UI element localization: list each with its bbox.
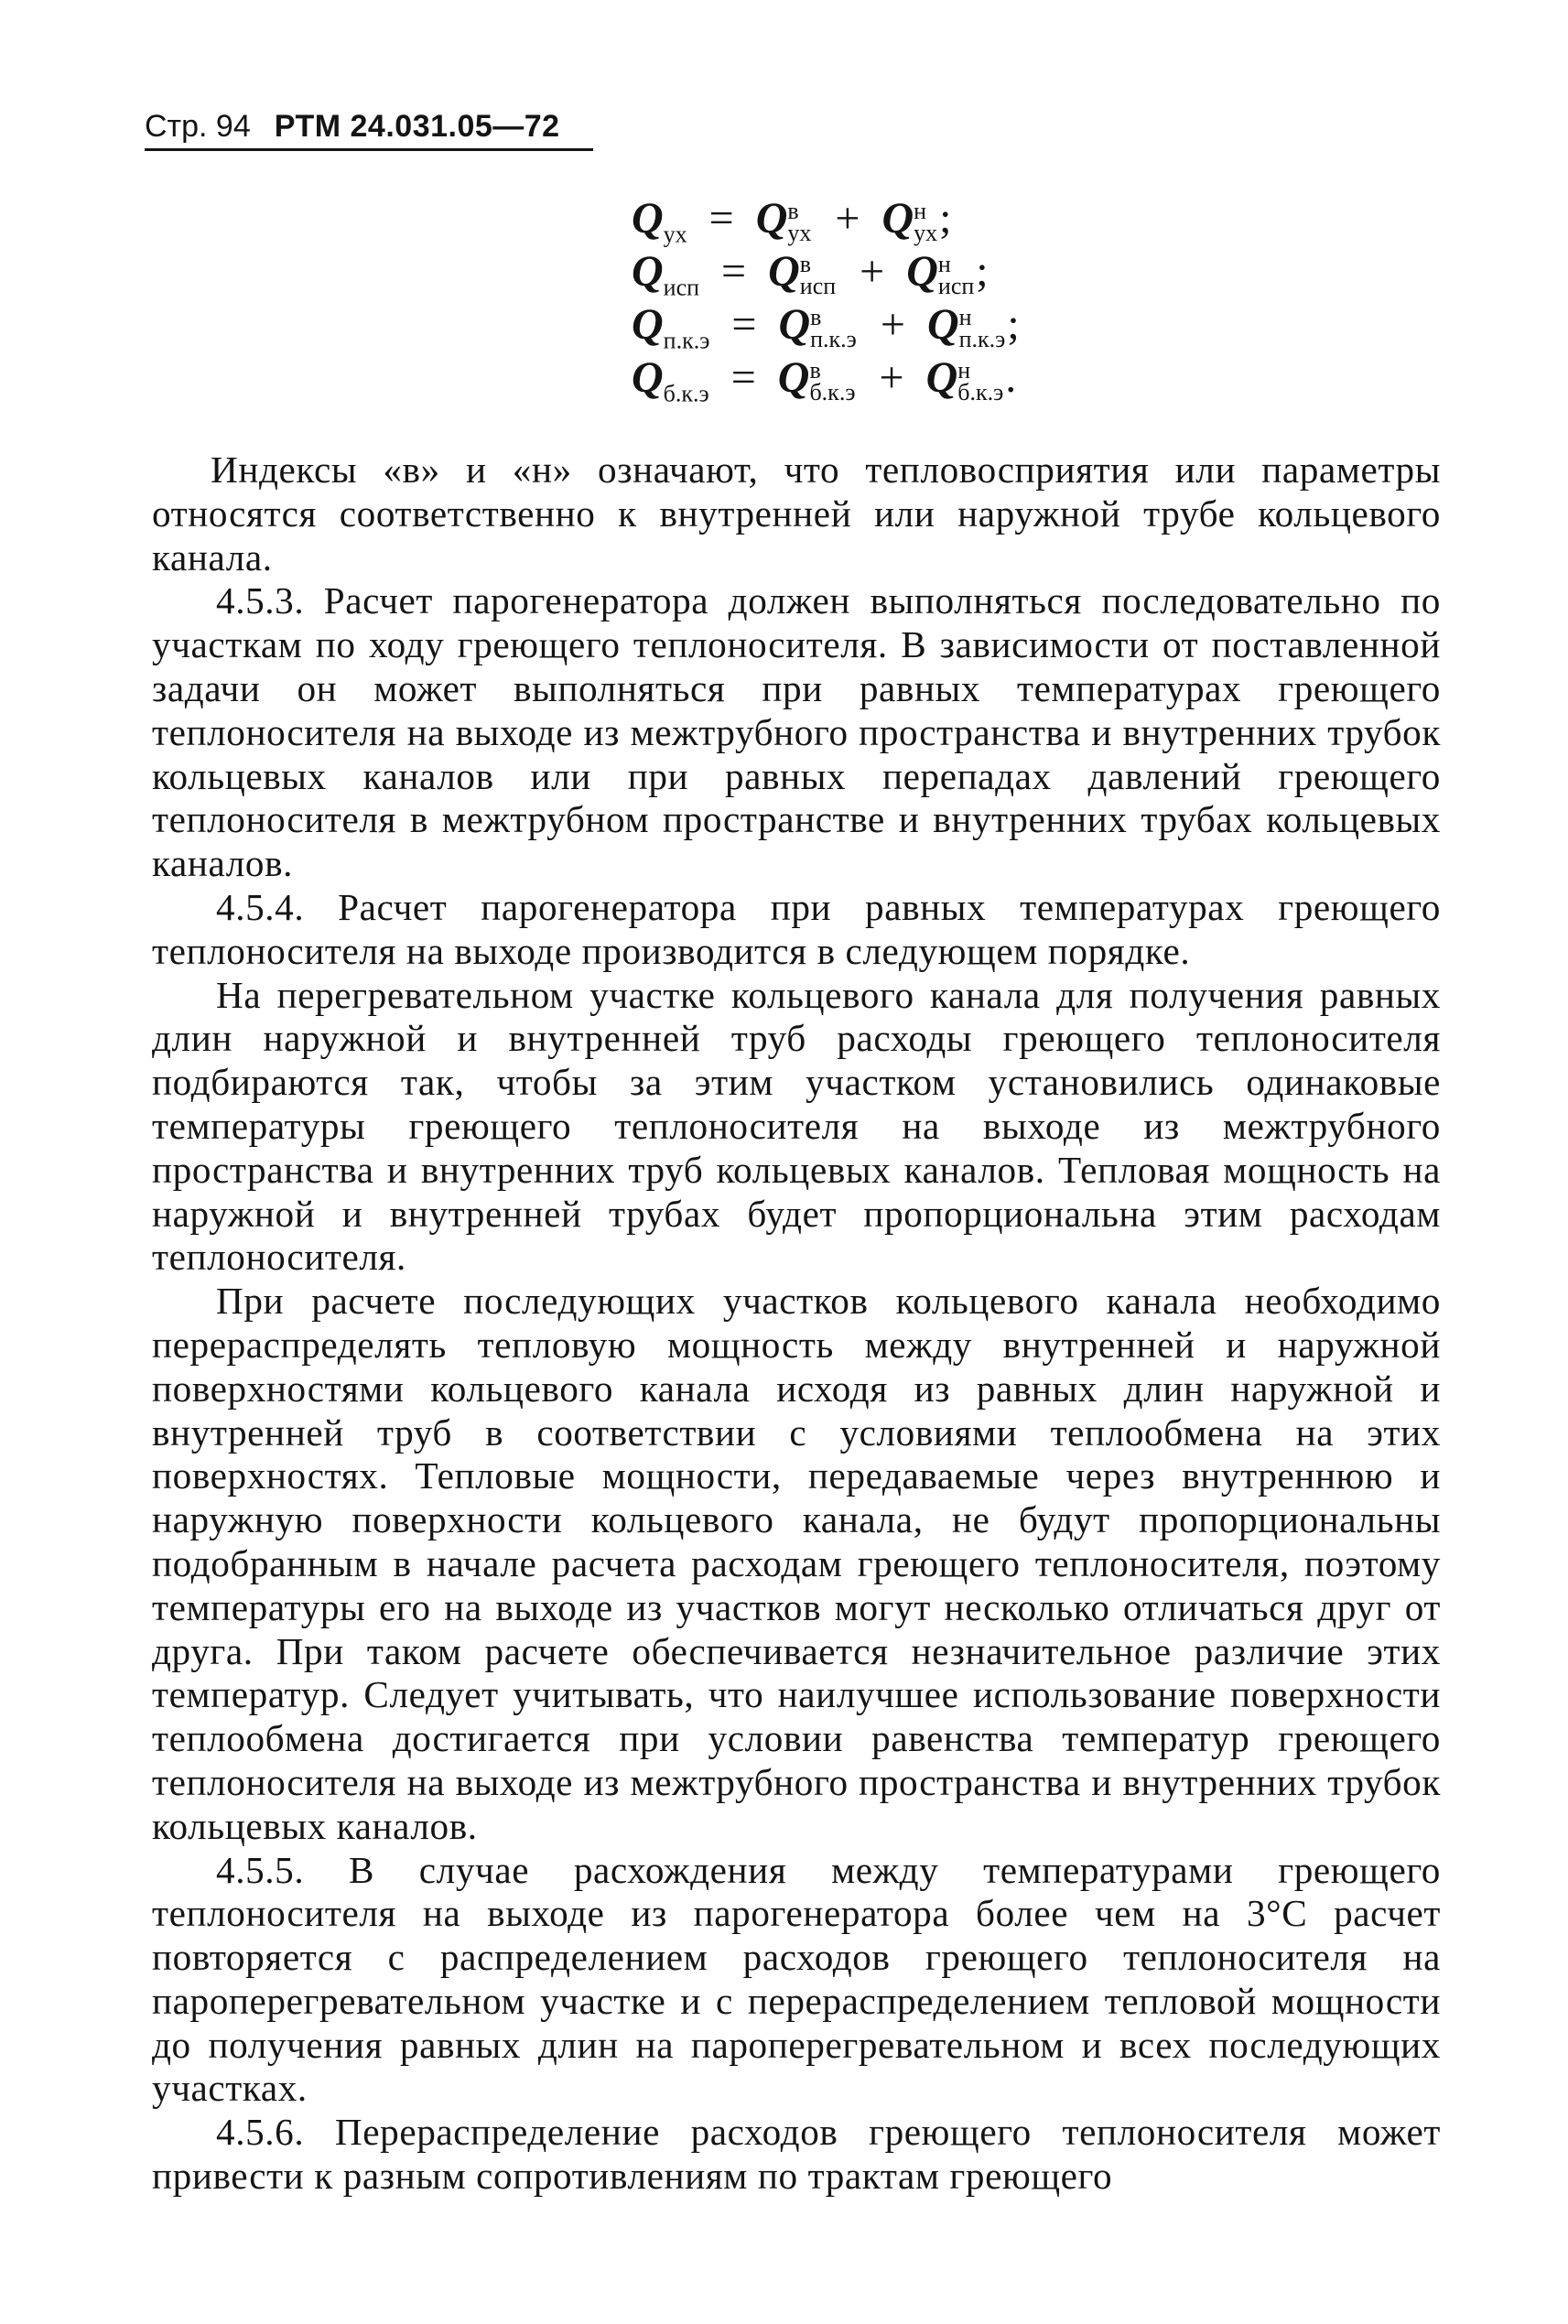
paragraph: 4.5.4. Расчет парогенератора при равных температурах греющего теплоносителя на выходе производится в следующем порядке.	[152, 885, 1441, 972]
formula-term-sub: п.к.э	[958, 325, 1006, 352]
formula-term: Q	[906, 247, 938, 296]
body-text	[152, 449, 1441, 2199]
formula-end: ;	[939, 194, 952, 243]
formula-term-sup: н	[957, 356, 971, 384]
formula-term-sub: п.к.э	[810, 325, 857, 352]
formula-term-sup: н	[958, 303, 972, 330]
formula-operator: +	[879, 353, 904, 402]
formula-term-sub: б.к.э	[809, 378, 856, 405]
formula-operator: +	[835, 194, 860, 243]
formula-line: $Q_{ух} = Q$ в ух + Q н ух ;	[632, 194, 952, 248]
formula-term-sub: ух	[914, 219, 938, 246]
formula-lhs: Q	[632, 300, 664, 349]
header-rule	[145, 148, 593, 151]
formula-term: Q	[881, 194, 914, 243]
formula-lhs-sub: п.к.э	[663, 327, 710, 354]
formula-term: Q	[778, 300, 811, 349]
formula-lhs: Q	[632, 194, 664, 243]
formula-term-sub: ух	[787, 219, 812, 246]
formula-term-sup: в	[799, 250, 812, 277]
formula-term-sub: б.к.э	[957, 378, 1004, 405]
paragraph: 4.5.5. В случае расхождения между температурами греющего теплоносителя на выходе из парогенератора более чем на 3°C расчет повторяется с распределением расходов греющего теплоносителя на пароперегревательном участке и с перераспределением тепловой мощности до получения равных длин на пароперегревательном и всех последующих участках.	[152, 1848, 1441, 2110]
page-number: Стр. 94	[145, 109, 251, 144]
formula-lhs-sub: исп	[663, 274, 700, 301]
paragraph: 4.5.3. Расчет парогенератора должен выполняться последовательно по участкам по ходу греющего теплоносителя. В зависимости от поставленной задачи он может выполняться при равных температурах греющего теплоносителя на выходе из межтрубного пространства и внутренних трубок кольцевых каналов или при равных перепадах давлений греющего теплоносителя в межтрубном пространстве и внутренних трубах кольцевых каналов.	[152, 579, 1441, 885]
formula-end: ;	[1007, 300, 1020, 349]
formula-term: Q	[755, 194, 788, 243]
formula-lhs-sub: б.к.э	[663, 380, 709, 407]
formula-term-sup: н	[937, 250, 951, 277]
formula-line: $Q_{б.к.э} = Q$ в б.к.э + Q н б.к.э .	[632, 353, 1017, 407]
page-header	[145, 108, 593, 148]
formula-operator: +	[880, 300, 905, 349]
formula-end: ;	[976, 247, 989, 296]
formula-lhs: Q	[632, 247, 664, 296]
formula-term: Q	[768, 247, 800, 296]
paragraph: При расчете последующих участков кольцевого канала необходимо перераспределять тепловую мощность между внутренней и наружной поверхностями кольцевого канала исходя из равных длин наружной и внутренней труб в соответствии с условиями теплообмена на этих поверхностях. Тепловые мощности, передаваемые через внутреннюю и наружную поверхности кольцевого канала, не будут пропорциональны подобранным в начале расчета расходам греющего теплоносителя, поэтому температуры его на выходе из участков могут несколько отличаться друг от друга. При таком расчете обеспечивается незначительное различие этих температур. Следует учитывать, что наилучшее использование поверхности теплообмена достигается при условии равенства температур греющего теплоносителя на выходе из межтрубного пространства и внутренних трубок кольцевых каналов.	[152, 1280, 1441, 1847]
formula-term-sup: н	[914, 197, 927, 224]
document-code: РТМ 24.031.05—72	[274, 109, 560, 144]
formula-term-sup: в	[787, 197, 799, 224]
formula-term-sup: в	[810, 303, 822, 330]
formula-block	[632, 192, 1108, 405]
formula-term: Q	[777, 353, 810, 402]
formula-lhs-sub: ух	[663, 221, 687, 248]
paragraph: На перегревательном участке кольцевого канала для получения равных длин наружной и внутренней труб расходы греющего теплоносителя подбираются так, чтобы за этим участком установились одинаковые температуры греющего теплоносителя на выходе из межтрубного пространства и внутренних труб кольцевых каналов. Тепловая мощность на наружной и внутренней трубах будет пропорциональна этим расходам теплоносителя.	[152, 973, 1441, 1279]
formula-lhs: Q	[632, 353, 664, 402]
formula-term: Q	[925, 353, 958, 402]
formula-end: .	[1005, 353, 1017, 402]
formula-term-sub: исп	[937, 272, 975, 299]
formula-term-sup: в	[809, 356, 821, 384]
formula-term-sub: исп	[799, 272, 837, 299]
formula-line: $Q_{исп} = Q$ в исп + Q н исп ;	[632, 247, 989, 301]
formula-operator: +	[860, 247, 885, 296]
paragraph: 4.5.6. Перераспределение расходов греющего теплоносителя может привести к разным сопротивлениям по трактам греющего	[152, 2111, 1441, 2198]
formula-line: $Q_{п.к.э} = Q$ в п.к.э + Q н п.к.э ;	[632, 300, 1020, 354]
formula-term: Q	[926, 300, 959, 349]
paragraph: Индексы «в» и «н» означают, что тепловосприятия или параметры относятся соответственно к внутренней или наружной трубе кольцевого канала.	[152, 449, 1441, 578]
